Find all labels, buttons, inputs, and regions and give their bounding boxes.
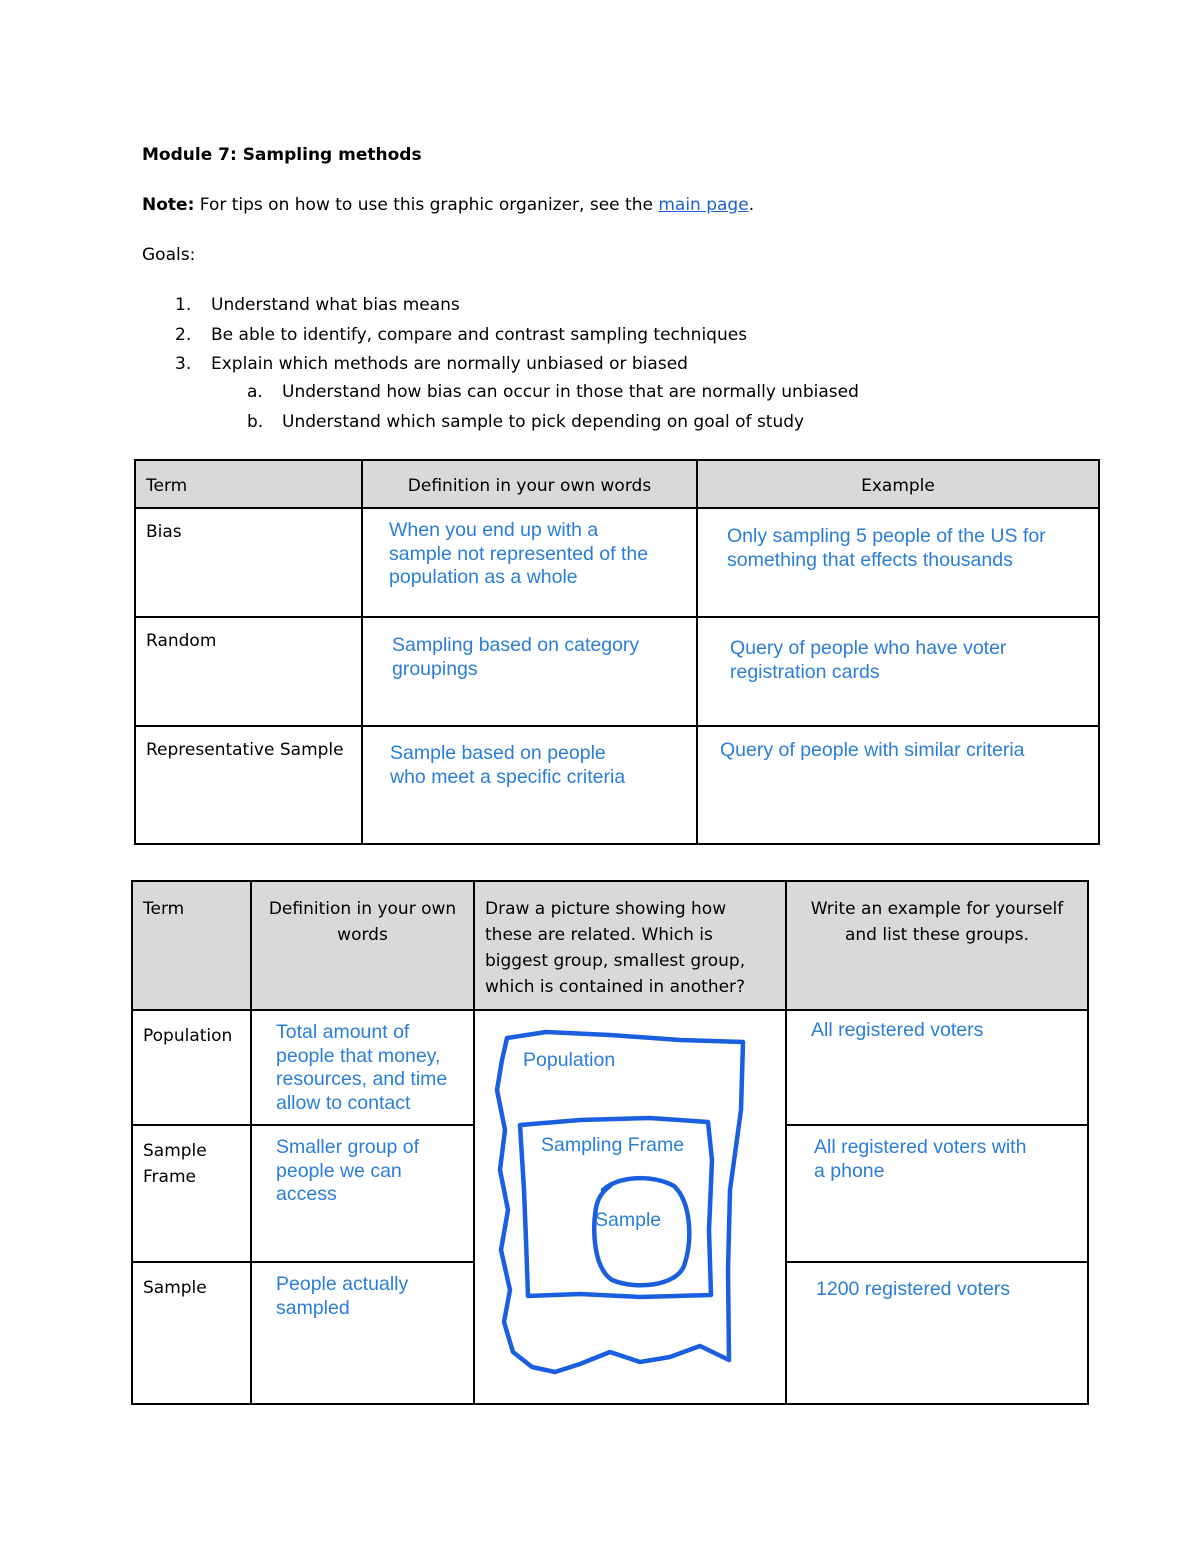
goal-subitem-b: Understand which sample to pick depending on goal of study [282, 412, 805, 432]
drawing-label-population: Population [523, 1049, 616, 1071]
goal-subitem-marker-a: a. [247, 382, 263, 402]
handwritten-definition: When you end up with a sample not represented of the population as a whole [389, 519, 649, 588]
header-write-example: Write an example for yourself and list these groups. [786, 881, 1088, 1010]
handwritten-example: All registered voters with a phone [814, 1136, 1027, 1182]
header-example: Example [697, 460, 1099, 508]
handwritten-definition: Smaller group of people we can access [276, 1136, 420, 1205]
term-cell: Representative Sample [135, 726, 362, 844]
goal-marker-3: 3. [175, 354, 192, 374]
handwritten-example: All registered voters [811, 1019, 984, 1041]
handwritten-definition: Sample based on people who meet a specific criteria [390, 742, 626, 788]
handwritten-example: Query of people who have voter registration cards [730, 637, 1007, 683]
goals-label: Goals: [142, 245, 196, 265]
note-end: . [748, 195, 755, 215]
header-term: Term [135, 460, 362, 508]
main-page-link[interactable]: main page [658, 195, 749, 215]
goal-subitem-marker-b: b. [247, 412, 264, 432]
header-draw: Draw a picture showing how these are related. Which is biggest group, smallest group, which is contained in another? [474, 881, 786, 1010]
term-cell: Bias [135, 508, 362, 617]
handwritten-example: Query of people with similar criteria [720, 739, 1025, 761]
handwritten-example: 1200 registered voters [816, 1278, 1011, 1300]
population-outline [497, 1032, 743, 1372]
drawing-label-sample: Sample [595, 1209, 662, 1231]
goal-item-3: Explain which methods are normally unbiased or biased [211, 354, 688, 374]
goal-item-2: Be able to identify, compare and contrast sampling techniques [211, 325, 748, 345]
header-definition: Definition in your own words [251, 881, 474, 1010]
handwritten-definition: Total amount of people that money, resources, and time allow to contact [276, 1021, 448, 1114]
note-text: For tips on how to use this graphic organizer, see the [194, 195, 659, 215]
handwritten-definition: People actually sampled [276, 1273, 409, 1319]
goal-marker-2: 2. [175, 325, 192, 345]
handwritten-definition: Sampling based on category groupings [392, 634, 640, 680]
term-cell: Sample [132, 1262, 251, 1404]
term-cell: Population [132, 1010, 251, 1125]
drawing-label-sampling-frame: Sampling Frame [541, 1134, 685, 1156]
goal-subitem-a: Understand how bias can occur in those that are normally unbiased [282, 382, 859, 402]
goal-marker-1: 1. [175, 295, 192, 315]
page-title: Module 7: Sampling methods [142, 145, 422, 165]
goal-item-1: Understand what bias means [211, 295, 460, 315]
header-definition: Definition in your own words [362, 460, 697, 508]
term-cell: Sample Frame [132, 1125, 251, 1262]
note-label: Note: [142, 195, 195, 215]
handwritten-example: Only sampling 5 people of the US for something that effects thousands [727, 525, 1046, 571]
header-term: Term [132, 881, 251, 1010]
term-cell: Random [135, 617, 362, 726]
